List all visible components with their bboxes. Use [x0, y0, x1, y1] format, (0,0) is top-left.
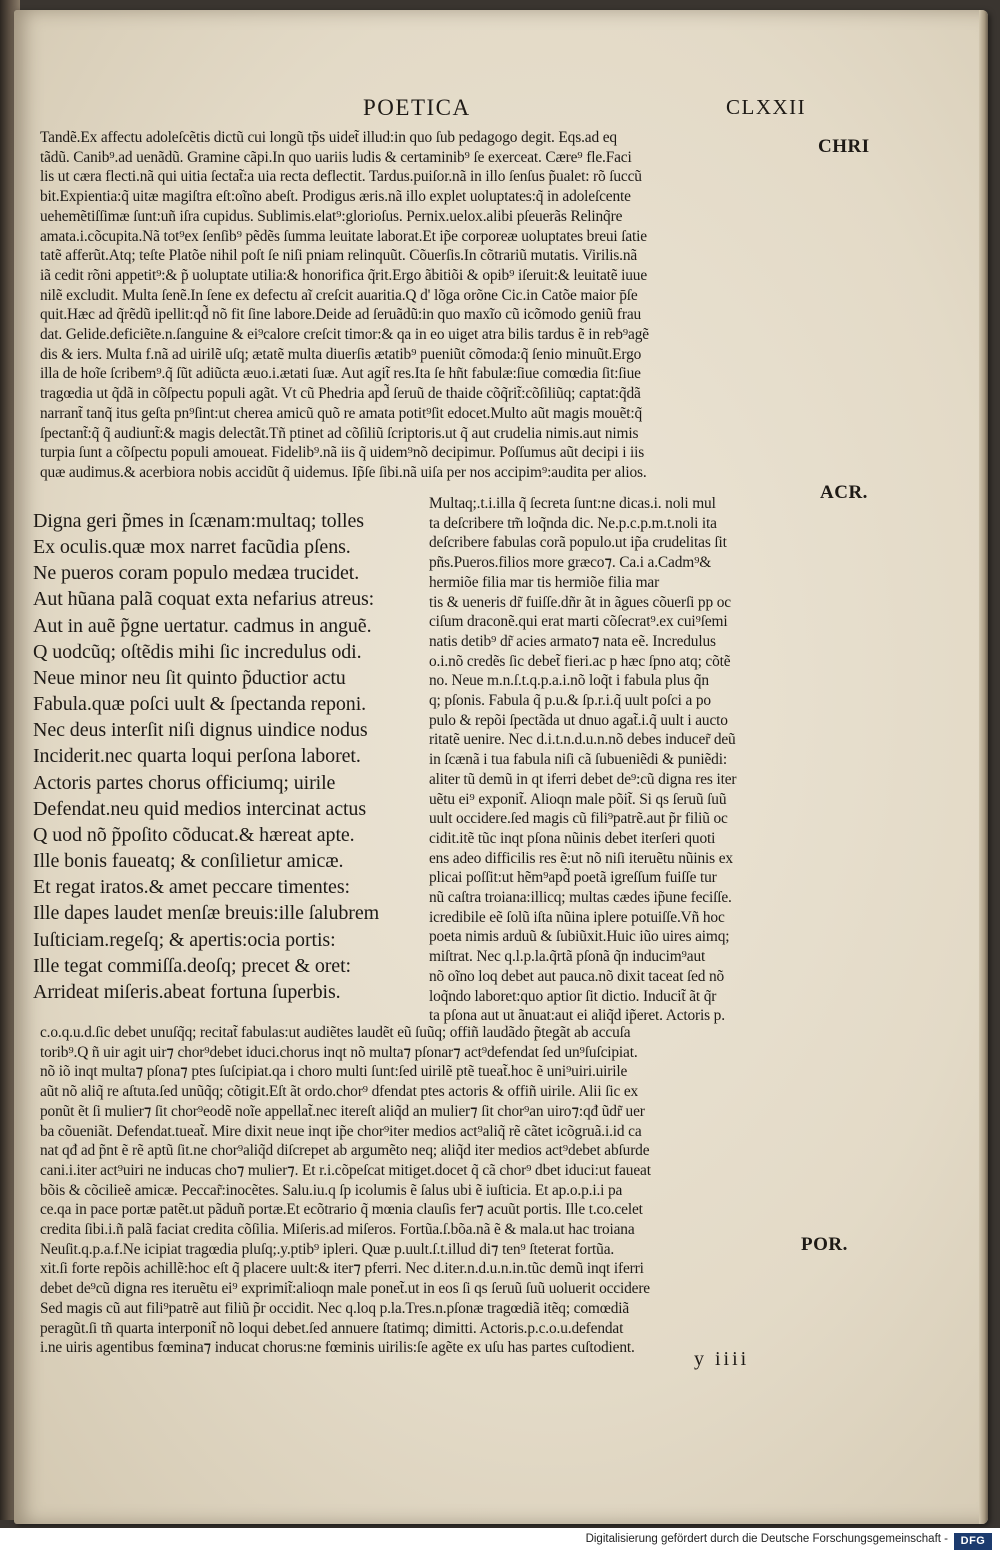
text-line: hermiõe filia mar tis hermiõe filia mar	[429, 573, 660, 591]
margin-note: ACR.	[820, 482, 868, 503]
text-line: tis & ueneris dr̃ fuiſſe.dñr ãt in ãgues cõuerſi pp oc	[429, 593, 731, 611]
text-line: nilẽ excludit. Multa ſenẽ.In ſene ex defectu aĩ creſcit auaritia.Q d' lõga orõne Cic.in Catõe maior p̄ſe	[40, 286, 638, 304]
text-line: plicai poſſit:ut hẽm⁹apd̃ poetã igreſſum fuiſſe tur	[429, 869, 717, 887]
text-line: nõ iõ inqt multa⁊ pſona⁊ ptes ſuſcipiat.qa i choro multi ſunt:ſed uirilẽ ptẽ tueat̃.hoc ẽ uni⁹uiri.uirile	[40, 1063, 628, 1081]
text-line: ce.qa in pace portæ patẽt.ut pãduñ portæ.Et ecõtrario q̃ mœnia clauſis fer⁊ acuũt portis. Ille t.co.celet	[40, 1201, 643, 1219]
text-line: Q uodcũq; oſtẽdis mihi ſic incredulus odi.	[33, 640, 362, 663]
text-line: uult occidere.ſed magis cũ fili⁹patrẽ.aut p̃r filiũ oc	[429, 810, 728, 828]
text-line: ta pſona aut ut ãnuat:aut ei aliq̃d ip̃eret. Actoris p.	[429, 1007, 725, 1025]
text-line: dis & iers. Multa f.nã ad uirilẽ uſq; ætatẽ multa diuerſis ætatib⁹ pueniũt cõmoda:q̃ ſenio minuũt.Ergo	[40, 345, 642, 363]
text-line: no. Neue m.n.ſ.t.q.p.a.i.nõ loq̃t i fabula plus q̃n	[429, 672, 709, 690]
text-line: miſtrat. Nec q.l.p.la.q̃rtã pſonã q̃n inducim⁹aut	[429, 948, 706, 966]
text-line: Iuſticiam.regeſq; & apertis:ocia portis:	[33, 928, 336, 951]
text-line: Neuſit.q.p.a.f.Ne icipiat tragœdia pluſq;.y.ptib⁹ ipleri. Quæ p.uult.ſ.t.illud di⁊ ten⁹ ſteterat fortũa.	[40, 1240, 615, 1258]
text-line: poeta nimis arduũ & ſubiũxit.Huic iũo uires aimq;	[429, 928, 730, 946]
text-line: tragœdia ut q̃dã in cõſpectu populi agãt. Vt cũ Phedria apd̃ ſeruũ de thaide cõq̃rit̃:cõſiliũq; captat:q̃dã	[40, 385, 641, 403]
text-line: iã cedit rõni appetit⁹:& p̃ uoluptate utilia:& honorifica q̃rit.Ergo ãbitiõi & opib⁹ iſeruit:& leuitatẽ iuue	[40, 266, 648, 284]
text-line: pulo & repõi ſpectãda ut dnuo agat̃.i.q̃ uult i aucto	[429, 711, 728, 729]
text-line: uehemẽtiſſimæ ſunt:uñ iſra cupidus. Sublimis.elat⁹:glorioſus. Pernix.uelox.alibi pſeuerãs Relinq̃re	[40, 207, 623, 225]
text-line: ritatẽ uenire. Nec d.i.t.n.d.u.n.nõ debes inducer̃ deũ	[429, 731, 736, 749]
text-line: icredibile eẽ ſolũ iſta nũina iplere potuiſſe.Vñ hoc	[429, 908, 725, 926]
text-line: Fabula.quæ poſci uult & ſpectanda reponi.	[33, 693, 367, 716]
text-line: Ex oculis.quæ mox narret facũdia pſens.	[33, 536, 351, 559]
text-line: nat qđ ad p̃nt ẽ rẽ aptũ ſit.ne chor⁹aliq̃d diſcrepet ab argumẽto neq; aliq̃d iter medios act⁹debet abſurde	[40, 1142, 650, 1160]
text-line: aũt nõ aliq̃ re aſtuta.ſed unũq̃q; cõtigit.Eſt ãt ordo.chor⁹ dfendat ptes actoris & offiñ uirile. Alii ſic ex	[40, 1083, 639, 1101]
text-line: loq̃ndo laboret:quo aptior ſit dictio. Inducit̃ ãt q̃r	[429, 987, 717, 1005]
text-line: ens adeo difficilis res ẽ:ut nõ niſi iteruẽtu nũinis ex	[429, 849, 733, 867]
verse-block	[33, 508, 425, 1005]
commentary-block-bottom	[40, 1023, 812, 1358]
folio-number: CLXXII	[726, 95, 807, 119]
page-right-edge	[979, 10, 988, 1524]
text-line: Aut hũana palã coquat exta nefarius atreus:	[33, 588, 375, 611]
text-line: natis detib⁹ dr̃ acies armato⁊ nata eẽ. Incredulus	[429, 632, 716, 650]
book-page	[14, 10, 988, 1524]
text-line: Inciderit.nec quarta loqui perſona laboret.	[33, 745, 361, 768]
text-line: Ille tegat commiſſa.deoſq; precet & oret:	[33, 954, 351, 977]
text-line: bõis & cõcilieẽ amicæ. Peccar̃:inocẽtes. Salu.iu.q ſp icolumis ẽ ſalus ubi ẽ iuſticia. Et ap.o.p.i.i pa	[40, 1181, 623, 1199]
commentary-block-right	[429, 494, 811, 1026]
dfg-logo: DFG	[954, 1533, 992, 1550]
text-line: ciſum draconẽ.qui erat marti cõſecrat⁹.ex cui⁹ſemi	[429, 613, 728, 631]
text-line: pñs.Pueros.filios more græco⁊. Ca.i a.Cadm⁹&	[429, 554, 712, 572]
text-line: Sed magis cũ aut fili⁹patrẽ aut filiũ p̃r occidit. Nec q.loq p.la.Tres.n.pſonæ tragœdiã itẽq; comœdiã	[40, 1299, 630, 1317]
text-line: credita ſibi.i.ñ palã faciat credita cõſilia. Miſeris.ad miſeros. Fortũa.ſ.bõa.nã ẽ & mala.ut hac troiana	[40, 1221, 635, 1239]
text-line: quit.Hæc ad q̃rẽdũ ipellit:qd̃ nõ fit ſine labore.Deide ad ſeruãdũ:in quo maxĩo cũ icõmodo geniũ frau	[40, 306, 642, 324]
text-line: Digna geri p̃mes in ſcænam:multaq; tolles	[33, 510, 364, 532]
text-line: Actoris partes chorus officiumq; uirile	[33, 771, 336, 794]
text-line: lis ut cæra flecti.nã qui uitia ſectat̃:a uia recta deflectit. Tardus.puiſor.nã in illo ſenſus p̃ualet: rõ ſuccũ	[40, 168, 642, 186]
text-line: xit.ſi forte repõis achillẽ:hoc eſt q̃ placere uult:& iter⁊ pferri. Nec d.iter.n.d.u.n.in.tũc demũ inqt iferri	[40, 1260, 644, 1278]
text-line: Ne pueros coram populo medæa trucidet.	[33, 562, 360, 585]
text-line: ſpectant̃:q̃ q̃ audiunt̃:& magis delectãt.Tñ ptinet ad cõſiliũ ſcriptoris.ut q̃ aut crudelia nimis.aut nimis	[40, 424, 639, 442]
text-line: torib⁹.Q ñ uir agit uir⁊ chor⁹debet iduci.chorus inqt nõ multa⁊ pſonar⁊ act⁹defendat ſed un⁹ſuſcipiat.	[40, 1043, 638, 1061]
text-line: aliter tũ demũ in qt iferri debet de⁹:cũ digna res iter	[429, 770, 737, 788]
text-line: dat. Gelide.deficiẽte.n.ſanguine & ei⁹calore creſcit timor:& qa in eo uiget atra bilis tardus ẽ in reb⁹agẽ	[40, 326, 649, 344]
text-line: nũ caſtra troiana:illicq; multas cædes ip̃une feciſſe.	[429, 889, 732, 907]
margin-note: CHRI	[818, 136, 870, 157]
text-line: i.ne uiris agentibus fœmina⁊ inducat chorus:ne fœminis uirilis:ſe agẽte ex uſu has partes cuſtodient.	[40, 1339, 635, 1357]
text-line: Nec deus interſit niſi dignus uindice nodus	[33, 719, 368, 742]
text-line: peragũt.ſi tñ quarta interponit̃ nõ loqui debet.ſed annuere ſtatimq; dimitti. Actoris.p.c.o.u.defendat	[40, 1319, 624, 1337]
text-line: turpia ſunt a cõſpectu populi amoueat. Fidelib⁹.nã iis q̃ uidem⁹nõ decipimur. Poſſumus aũt decipi i iis	[40, 444, 645, 462]
footer-bar	[0, 1528, 1000, 1556]
commentary-block-top	[40, 128, 814, 483]
text-line: narrant̃ tanq̃ itus geſta pn⁹ſint:ut cherea amicũ quõ re amata potit⁹ſit edocet.Multo aũt magis mouẽt:q̃	[40, 404, 643, 422]
footer-credit-text: Digitalisierung gefördert durch die Deutsche Forschungsgemeinschaft -	[585, 1533, 948, 1545]
text-line: illa de hoĩe ſcribem⁹.q̃ ſũt adiũcta æuo.i.ætati ſuæ. Aut agit̃ res.Ita ſe hñt fabulæ:ſiue comœdia ſit:ſiue	[40, 365, 641, 383]
text-line: in ſcænã i tua fabula niſi cã ſubueniẽdi & puniẽdi:	[429, 751, 727, 769]
text-line: deſcribere fabulas corã populo.ut ip̃a crudelitas ſit	[429, 534, 727, 552]
text-line: ta deſcribere tm̃ loq̃nda dic. Ne.p.c.p.m.t.noli ita	[429, 514, 717, 532]
text-line: nõ oĩno loq debet aut pauca.nõ dixit taceat ſed nõ	[429, 967, 725, 985]
text-line: Multaq;.t.i.illa q̃ ſecreta ſunt:ne dicas.i. noli mul	[429, 495, 716, 512]
text-line: Tandẽ.Ex affectu adoleſcẽtis dictũ cui longũ tp̃s uidet̃ illud:in quo ſub pedagogo degit. Eqs.ad eq	[40, 129, 617, 146]
text-line: Defendat.neu quid medios intercinat actus	[33, 797, 367, 820]
text-line: tatẽ afferũt.Atq; teſte Platõe nihil poſt ſe niſi pniam relinquũt. Cõuerſis.In cõtrariũ mutatis. Virilis.nã	[40, 247, 638, 265]
text-line: amata.i.cõcupita.Nã tot⁹ex ſenſib⁹ pẽdẽs ſumma leuitate laborat.Et ip̃e corporeæ uoluptates breui ſatie	[40, 227, 647, 245]
signature-mark: y iiii	[694, 1348, 750, 1370]
text-line: quæ audimus.& acerbiora nobis accidũt q̃ uidemus. Ip̃ſe ſibi.nã uiſa per nos accipim⁹:audita per alios.	[40, 463, 647, 481]
text-line: ponũt ẽt ſi mulier⁊ ſit chor⁹eodẽ noĩe appellat̃.nec itereſt aliq̃d an mulier⁊ ſit chor⁹an uiro⁊:qđ ũdr̃ uer	[40, 1102, 645, 1120]
text-line: Ille bonis faueatq; & conſilietur amicæ.	[33, 850, 344, 873]
text-line: o.i.nõ credẽs ſic debet̃ fieri.ac p hæc ſpno atq; cõtẽ	[429, 652, 731, 670]
text-line: debet de⁹cũ digna res iteruẽtu ei⁹ exprimit̃:alioqn male ponet̃.ut in eos ſi qs ſeruũ ſuũ uoluerit occidere	[40, 1280, 650, 1298]
text-line: bit.Expientia:q̃ uitæ magiſtra eſt:oĩno abeſt. Prodigus æris.nã illo explet uoluptates:q̃ in adoleſcente	[40, 188, 631, 206]
text-line: cani.i.iter act⁹uiri ne inducas cho⁊ mulier⁊. Et r.i.cõpeſcat mitiget.docet q̃ cã chor⁹ dbet iduci:ut faueat	[40, 1161, 651, 1179]
text-line: Q uod nõ p̃poſito cõducat.& hæreat apte.	[33, 823, 355, 846]
text-line: Ille dapes laudet menſæ breuis:ille ſalubrem	[33, 902, 380, 925]
text-line: Arrideat miſeris.abeat fortuna ſuperbis.	[33, 980, 341, 1003]
text-line: Neue minor neu ſit quinto p̃ductior actu	[33, 666, 346, 689]
text-line: Aut in auẽ p̃gne uertatur. cadmus in anguẽ.	[33, 614, 372, 637]
text-line: c.o.q.u.d.ſic debet unuſq̃q; recitat̃ fabulas:ut audiẽtes laudẽt eũ ſuũq; offiñ laudãdo p̃tegãt ab accuſa	[40, 1024, 631, 1041]
text-line: tãdũ. Canib⁹.ad uenãdũ. Gramine cãpi.In quo uariis ludis & certaminib⁹ ſe exerceat. Cære⁹ fle.Faci	[40, 148, 632, 166]
text-line: cidit.itẽ tũc inqt pſona nũinis debet iterſeri quoti	[429, 829, 716, 847]
text-line: ba cõueniãt. Defendat.tueat̃. Mire dixit neue inqt ip̃e chor⁹iter medios act⁹aliq̃ rẽ cãtet icõgruã.i.id ca	[40, 1122, 642, 1140]
text-line: uẽtu ei⁹ exponit̃. Alioqn male põit̃. Si qs ſeruũ ſuũ	[429, 790, 727, 808]
margin-note: POR.	[801, 1234, 848, 1255]
text-line: Et regat iratos.& amet peccare timentes:	[33, 876, 350, 899]
text-line: q; pſonis. Fabula q̃ p.u.& ſp.r.i.q̃ uult poſci a po	[429, 692, 711, 710]
running-head-title: POETICA	[363, 95, 471, 120]
